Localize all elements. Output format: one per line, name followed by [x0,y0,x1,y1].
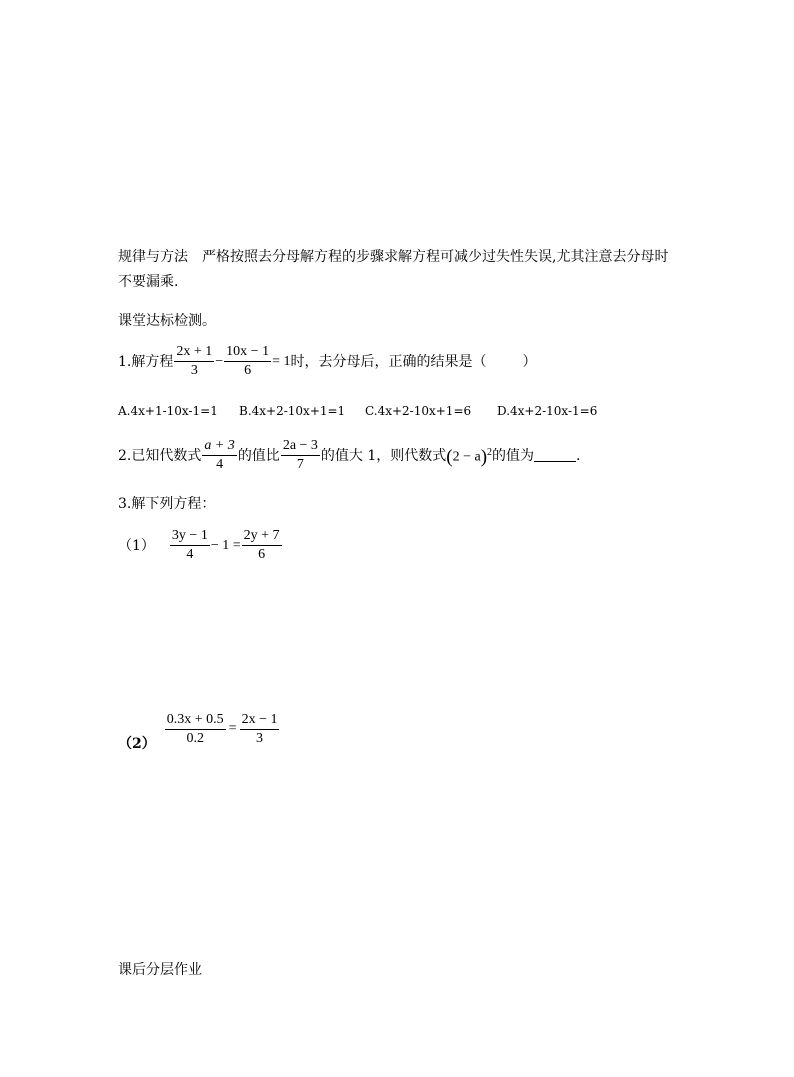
q2-mid-2: 的值大 1，则代数式 [320,447,447,464]
q2-fraction-2-numerator: 2a − 3 [281,438,320,456]
q3-part-2-label: （2） [118,736,156,752]
q2-end: . [576,447,581,464]
q3-part-1-fraction-2-numerator: 2y + 7 [242,528,282,546]
q1-minus: − [215,353,224,369]
q1-option-d: D.4x+2-10x-1=6 [497,404,598,418]
q1-option-a: A.4x+1-10x-1=1 [118,404,218,418]
q1-fraction-2-denominator: 6 [244,363,252,378]
q2-suffix: 的值为 [492,447,535,464]
method-line-2: 不要漏乘. [118,274,179,290]
q1-suffix: 时，去分母后，正确的结果是（ [290,353,487,370]
q2-prefix: 2.已知代数式 [118,447,202,464]
q2-fraction-2-denominator: 7 [296,457,304,472]
q3-part-1 [118,528,283,563]
q1-fraction-2-numerator: 10x − 1 [224,344,271,362]
q2-expression-inner: 2 − a [452,449,481,465]
q2-fraction-1-denominator: 4 [216,457,224,472]
q3-part-1-fraction-2-denominator: 6 [258,547,266,562]
q2-exponent: 2 [487,447,493,459]
q1-equals-one: = 1 [272,353,291,369]
q3-part-1-fraction-1-numerator: 3y − 1 [170,528,210,546]
method-line-1: 规律与方法 严格按照去分母解方程的步骤求解方程可减少过失性失误,尤其注意去分母时 [118,249,669,265]
q3-part-2-fraction-2-numerator: 2x − 1 [240,712,280,730]
q1-fraction-1-numerator: 2x + 1 [174,344,214,362]
q3-part-2-fraction-2-denominator: 3 [256,730,264,746]
q2-fraction-2 [281,438,320,473]
q3-part-1-operator: − 1 = [210,537,241,553]
q3-part-2-fraction-1 [165,712,226,747]
q1-prefix: 1.解方程 [118,353,174,370]
q2-mid: 的值比 [237,447,280,464]
question-2 [118,438,581,473]
q3-part-2-fraction-2 [240,712,280,747]
q1-fraction-1 [174,344,214,379]
q3-part-1-fraction-1 [170,528,210,563]
q3-part-2-fraction-1-numerator: 0.3x + 0.5 [165,712,226,730]
q2-fraction-1-numerator: a + 3 [202,438,236,456]
q3-part-1-label: （1） [118,537,155,554]
q2-answer-blank [534,449,576,462]
q1-fraction-2 [224,344,271,379]
q3-part-1-fraction-2 [242,528,282,563]
q2-expression: $(2 - a)^2$ [446,446,493,468]
homework-heading: 课后分层作业 [118,962,202,978]
q2-fraction-1 [202,438,236,473]
q1-option-b: B.4x+2-10x+1=1 [239,404,346,418]
q3-part-1-fraction-1-denominator: 4 [186,547,194,562]
q1-close-paren: ） [522,353,537,370]
q3-part-2-operator: = [228,721,237,736]
section-heading: 课堂达标检测。 [118,313,216,329]
question-1 [118,344,536,379]
q1-fraction-1-denominator: 3 [190,363,198,378]
q3-part-2 [118,704,280,754]
q3-part-2-fraction-1-denominator: 0.2 [186,730,204,746]
q1-option-c: C.4x+2-10x+1=6 [365,404,472,418]
q3-heading: 3.解下列方程： [118,496,216,512]
